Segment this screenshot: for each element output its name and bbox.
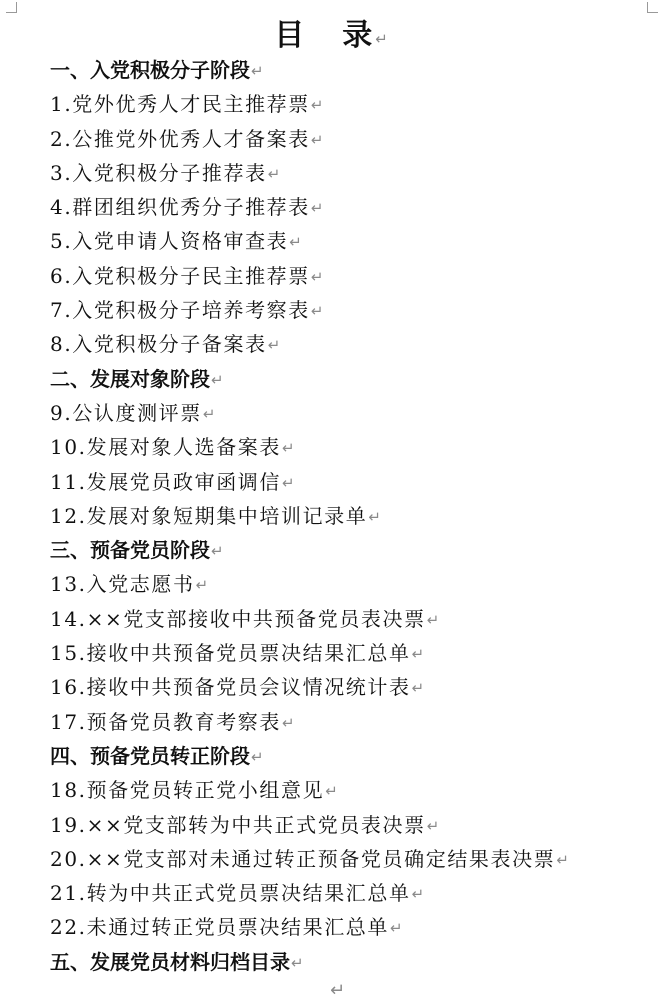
item-text: 9.公认度测评票 [50,400,202,425]
section-heading-text: 二、发展对象阶段 [50,366,210,391]
paragraph-mark-icon: ↵ [211,370,224,389]
paragraph-mark-icon: ↵ [390,919,405,938]
toc-item [50,636,650,670]
paragraph-mark-icon: ↵ [310,302,326,321]
paragraph-mark-icon: ↵ [426,610,441,629]
item-text: 19.××党支部转为中共正式党员表决票 [50,812,426,837]
paragraph-mark-icon: ↵ [282,713,297,732]
paragraph-mark-icon: ↵ [282,439,297,458]
toc-item [50,499,650,533]
toc-item [50,224,650,258]
item-text: 18.预备党员转正党小组意见 [50,778,325,803]
item-text: 21.转为中共正式党员票决结果汇总单 [50,881,411,906]
toc-section-heading [50,53,650,87]
section-heading-text: 一、入党积极分子阶段 [50,58,250,82]
page-title [0,10,664,54]
paragraph-mark-icon: ↵ [426,816,441,835]
toc-item [50,567,650,601]
item-text: 14.××党支部接收中共预备党员表决票 [50,606,426,631]
title-char-2: 录 [342,18,375,53]
paragraph-mark-icon: ↵ [368,507,383,526]
toc-item [50,842,650,876]
toc-section-heading [50,739,650,773]
toc-item [50,156,650,190]
table-of-contents [50,53,650,979]
toc-item [50,122,650,156]
title-char-1: 目 [274,18,307,53]
section-heading-text: 三、预备党员阶段 [50,538,210,563]
toc-item [50,670,650,704]
item-text: 11.发展党员政审函调信 [50,469,282,494]
paragraph-mark-icon: ↵ [282,473,297,492]
paragraph-mark-icon: ↵ [325,782,340,801]
paragraph-mark-icon: ↵ [310,96,326,115]
toc-item [50,602,650,636]
paragraph-mark-icon: ↵ [251,747,264,766]
item-text: 7.入党积极分子培养考察表 [50,298,310,323]
paragraph-mark-icon: ↵ [289,233,304,252]
item-text: 2.公推党外优秀人才备案表 [50,126,310,151]
paragraph-mark-icon: ↵ [556,850,571,869]
item-text: 16.接收中共预备党员会议情况统计表 [50,675,411,700]
item-text: 17.预备党员教育考察表 [50,709,282,734]
toc-item [50,87,650,121]
paragraph-mark-icon: ↵ [411,885,426,904]
toc-item [50,910,650,944]
paragraph-mark-icon: ↵ [211,542,224,561]
toc-item [50,773,650,807]
item-text: 13.入党志愿书 [50,572,195,597]
paragraph-mark-icon: ↵ [202,404,218,423]
section-heading-text: 四、预备党员转正阶段 [50,743,250,768]
item-text: 15.接收中共预备党员票决结果汇总单 [50,641,411,666]
item-text: 5.入党申请人资格审查表 [50,229,289,254]
toc-section-heading [50,362,650,396]
item-text: 8.入党积极分子备案表 [50,332,267,357]
item-text: 4.群团组织优秀分子推荐表 [50,195,310,220]
paragraph-mark-icon: ↵ [375,30,390,48]
toc-item [50,808,650,842]
paragraph-mark-icon: ↵ [310,130,326,149]
toc-item [50,876,650,910]
paragraph-mark-icon: ↵ [310,267,326,286]
toc-item [50,430,650,464]
toc-item [50,396,650,430]
toc-item [50,190,650,224]
paragraph-mark-icon: ↵ [267,336,282,355]
item-text: 10.发展对象人选备案表 [50,435,282,460]
toc-item [50,705,650,739]
toc-item [50,259,650,293]
item-text: 1.党外优秀人才民主推荐票 [50,92,310,117]
paragraph-mark-icon: ↵ [195,576,210,595]
item-text: 22.未通过转正党员票决结果汇总单 [50,915,390,940]
paragraph-mark-icon: ↵ [251,62,264,80]
toc-item [50,327,650,361]
paragraph-mark-icon: ↵ [411,645,426,664]
paragraph-mark-icon: ↵ [330,980,346,1001]
item-text: 12.发展对象短期集中培训记录单 [50,503,368,528]
paragraph-mark-icon: ↵ [310,199,326,218]
paragraph-mark-icon: ↵ [291,953,304,972]
toc-item [50,465,650,499]
toc-section-heading [50,945,650,979]
item-text: 6.入党积极分子民主推荐票 [50,263,310,288]
paragraph-mark-icon: ↵ [267,164,282,183]
toc-section-heading [50,533,650,567]
item-text: 3.入党积极分子推荐表 [50,160,267,185]
section-heading-text: 五、发展党员材料归档目录 [50,949,290,974]
toc-item [50,293,650,327]
paragraph-mark-icon: ↵ [411,679,426,698]
item-text: 20.××党支部对未通过转正预备党员确定结果表决票 [50,846,556,871]
